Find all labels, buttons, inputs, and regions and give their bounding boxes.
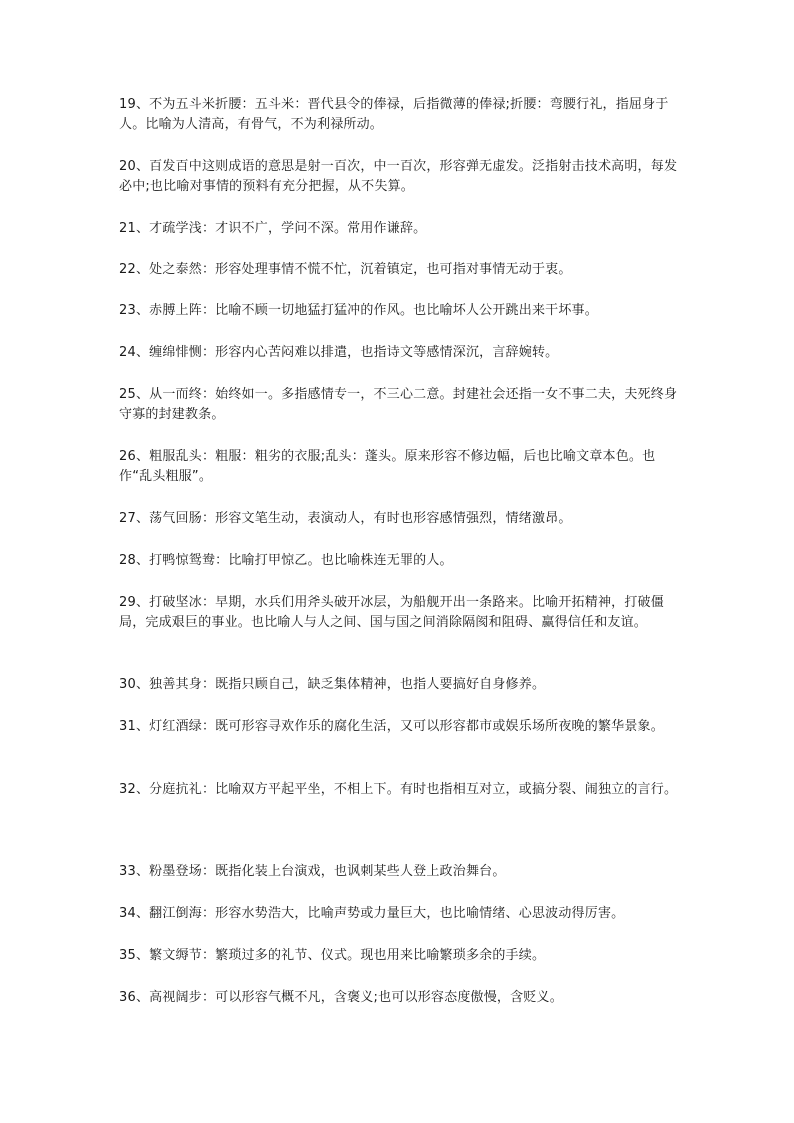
idiom-entry-36: 36、高视阔步：可以形容气概不凡，含褒义;也可以形容态度傲慢，含贬义。 bbox=[119, 990, 563, 1005]
idiom-entry-30: 30、独善其身：既指只顾自己，缺乏集体精神，也指人要搞好自身修养。 bbox=[119, 677, 546, 692]
idiom-entry-25: 25、从一而终：始终如一。多指感情专一，不三心二意。封建社会还指一女不事二夫，夫死终身守寡的封建教条。 bbox=[119, 387, 678, 422]
idiom-entry-35: 35、繁文缛节：繁琐过多的礼节、仪式。现也用来比喻繁琐多余的手续。 bbox=[119, 948, 546, 963]
idiom-entry-26: 26、粗服乱头：粗服：粗劣的衣服;乱头：蓬头。原来形容不修边幅，后也比喻文章本色。也作“乱头粗服”。 bbox=[119, 449, 656, 484]
idiom-entry-19: 19、不为五斗米折腰：五斗米：晋代县令的俸禄，后指微薄的俸禄;折腰：弯腰行礼，指屈身于人。比喻为人清高，有骨气，不为利禄所动。 bbox=[119, 97, 669, 132]
idiom-entry-24: 24、缠绵悱恻：形容内心苦闷难以排遣，也指诗文等感情深沉，言辞婉转。 bbox=[119, 345, 559, 360]
idiom-entry-23: 23、赤膊上阵：比喻不顾一切地猛打猛冲的作风。也比喻坏人公开跳出来干坏事。 bbox=[119, 303, 598, 318]
idiom-entry-32: 32、分庭抗礼：比喻双方平起平坐，不相上下。有时也指相互对立，或搞分裂、闹独立的言行。 bbox=[119, 782, 678, 797]
idiom-entry-27: 27、荡气回肠：形容文笔生动，表演动人，有时也形容感情强烈，情绪激昂。 bbox=[119, 511, 572, 526]
idiom-entry-29: 29、打破坚冰：早期，水兵们用斧头破开冰层，为船舰开出一条路来。比喻开拓精神，打破僵局，完成艰巨的事业。也比喻人与人之间、国与国之间消除隔阂和阻碍、赢得信任和友谊。 bbox=[119, 595, 664, 630]
idiom-entry-33: 33、粉墨登场：既指化装上台演戏，也讽刺某些人登上政治舞台。 bbox=[119, 864, 506, 879]
idiom-entry-21: 21、才疏学浅：才识不广，学问不深。常用作谦辞。 bbox=[119, 221, 427, 236]
idiom-entry-34: 34、翻江倒海：形容水势浩大，比喻声势或力量巨大，也比喻情绪、心思波动得厉害。 bbox=[119, 906, 625, 921]
idiom-entry-22: 22、处之泰然：形容处理事情不慌不忙，沉着镇定，也可指对事情无动于衷。 bbox=[119, 262, 572, 277]
idiom-entry-31: 31、灯红酒绿：既可形容寻欢作乐的腐化生活，又可以形容都市或娱乐场所夜晚的繁华景象。 bbox=[119, 719, 664, 734]
idiom-entry-28: 28、打鸭惊鸳鸯：比喻打甲惊乙。也比喻株连无罪的人。 bbox=[119, 553, 453, 568]
idiom-entry-20: 20、百发百中这则成语的意思是射一百次，中一百次，形容弹无虚发。泛指射击技术高明，每发必中;也比喻对事情的预料有充分把握，从不失算。 bbox=[119, 159, 678, 194]
